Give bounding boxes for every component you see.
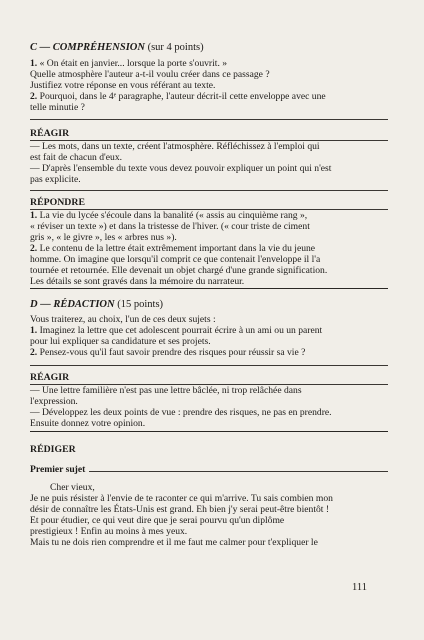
subject-1-line-1: Imaginez la lettre que cet adolescent pourrait écrire à un ami ou un parent: [39, 325, 323, 336]
answer-2-number: 2.: [30, 243, 38, 254]
reagir-2-line-3: — Développez les deux points de vue : prendre des risques, ne pas en prendre.: [30, 407, 332, 418]
letter-line-3: Et pour étudier, ce qui veut dire que je serai pourvu qu'un diplôme: [30, 515, 285, 526]
answer-1-number: 1.: [30, 210, 38, 221]
subject-2-line-1: Pensez-vous qu'il faut savoir prendre des risques pour réussir sa vie ?: [39, 347, 306, 358]
reagir-1-line-3: — D'après l'ensemble du texte vous devez pouvoir expliquer un point qui n'est: [30, 163, 332, 174]
premier-sujet-row: [30, 464, 388, 475]
reagir-2-title: RÉAGIR: [30, 372, 70, 383]
premier-sujet-rule: [89, 471, 388, 472]
answer-2-line-3: tournée et retournée. Elle devenait un objet chargé d'une grande signification.: [30, 265, 328, 276]
subject-2-number: 2.: [30, 347, 38, 358]
letter-line-5: Mais tu ne dois rien comprendre et il me faut me calmer pour t'expliquer le: [30, 537, 318, 548]
answer-1-line-3: gris », « le givre », les « arbres nus »).: [30, 232, 177, 243]
premier-sujet-label: Premier sujet: [30, 464, 86, 475]
subject-2: [30, 347, 388, 358]
subject-1: [30, 325, 388, 336]
question-1-line-3: Justifiez votre réponse en vous référant au texte.: [30, 80, 216, 91]
answer-2-line-1: Le contenu de la lettre était extrêmement important dans la vie du jeune: [39, 243, 316, 254]
repondre-title: RÉPONDRE: [30, 197, 85, 208]
section-d-points: (15 points): [117, 299, 164, 310]
letter-line-2: désir de connaître les États-Unis est grand. Eh bien j'y serai peut-être bientôt !: [30, 504, 330, 515]
letter-line-4: prestigieux ! Enfin au moins à mes yeux.: [30, 526, 188, 537]
reagir-1-title: RÉAGIR: [30, 128, 70, 139]
letter-line-1: Je ne puis résister à l'envie de te raconter ce qui m'arrive. Tu sais combien mon: [30, 493, 333, 504]
section-d-title: D — RÉDACTION: [30, 299, 115, 310]
reagir-1-line-1: — Les mots, dans un texte, créent l'atmosphère. Réfléchissez à l'emploi qui: [30, 141, 320, 152]
question-1-line-2: Quelle atmosphère l'auteur a-t-il voulu créer dans ce passage ?: [30, 69, 270, 80]
repondre-answer-2: [30, 243, 388, 254]
reagir-1-line-2: est fait de chacun d'eux.: [30, 152, 123, 163]
letter-greeting: Cher vieux,: [50, 482, 95, 493]
question-2-number: 2.: [30, 91, 38, 102]
reagir-1-line-4: pas explicite.: [30, 174, 81, 185]
question-1-number: 1.: [30, 58, 38, 69]
page-content: [30, 42, 388, 548]
section-c-heading: [30, 42, 388, 53]
repondre-answer-1: [30, 210, 388, 221]
reagir-2-line-4: Ensuite donnez votre opinion.: [30, 418, 146, 429]
answer-1-line-1: La vie du lycée s'écoule dans la banalité (« assis au cinquième rang »,: [39, 210, 308, 221]
reagir-2-line-1: — Une lettre familière n'est pas une lettre bâclée, ni trop relâchée dans: [30, 385, 302, 396]
question-1-quote: « On était en janvier... lorsque la porte s'ouvrit. »: [39, 58, 228, 69]
answer-1-line-2: « réviser un texte ») et dans la tristesse de l'hiver. (« cour triste de ciment: [30, 221, 310, 232]
section-c-title: C — COMPRÉHENSION: [30, 42, 145, 53]
subject-1-number: 1.: [30, 325, 38, 336]
section-d-intro: Vous traiterez, au choix, l'un de ces deux sujets :: [30, 314, 216, 325]
page-number: 111: [352, 582, 367, 593]
question-2: [30, 91, 388, 102]
question-2-text: Pourquoi, dans le 4ᵉ paragraphe, l'auteur décrit-il cette enveloppe avec une: [39, 91, 326, 102]
section-d-heading: [30, 299, 388, 310]
question-1: [30, 58, 388, 69]
rediger-title: RÉDIGER: [30, 444, 76, 455]
answer-2-line-4: Les détails se sont gravés dans la mémoire du narrateur.: [30, 276, 245, 287]
subject-1-line-2: pour lui expliquer sa candidature et ses projets.: [30, 336, 211, 347]
answer-2-line-2: homme. On imagine que lorsqu'il comprit ce que contenait l'enveloppe il l'a: [30, 254, 321, 265]
question-2-line-2: telle minutie ?: [30, 102, 85, 113]
reagir-2-line-2: l'expression.: [30, 396, 78, 407]
section-c-points: (sur 4 points): [147, 42, 204, 53]
